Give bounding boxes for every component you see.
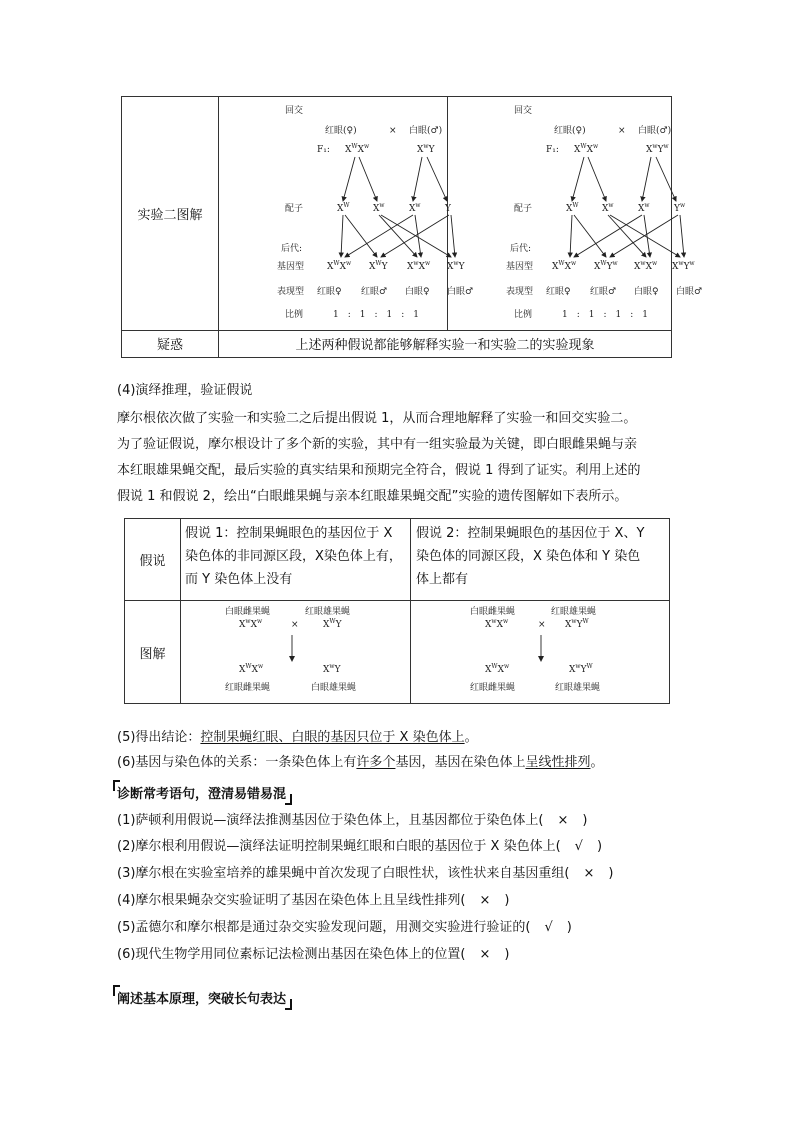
arrow-down-icon <box>285 635 299 663</box>
parent-male: 白眼(♂) <box>409 126 443 136</box>
gamete: Y <box>445 204 451 214</box>
gamete: $Y^w$ <box>674 202 686 214</box>
judgement-item: (4)摩尔根果蝇杂交实验证明了基因在染色体上且呈线性排列( × ) <box>117 888 509 914</box>
offspring-female: 红眼雌果蝇 <box>470 683 516 693</box>
cross-symbol: × <box>538 620 546 630</box>
ratio: 1 : 1 : 1 : 1 <box>333 310 420 320</box>
p-male: 红眼雄果蝇 <box>305 607 351 617</box>
offspring-male-genotype: $X^wY^W$ <box>569 663 593 675</box>
judgement-mark: √ <box>544 920 553 935</box>
row-label-doubt: 疑惑 <box>156 338 183 353</box>
genotype: $X^WX^w$ <box>552 260 577 272</box>
section4-heading: (4)演绎推理，验证假说 <box>117 383 253 398</box>
p-male: 红眼雄果蝇 <box>551 607 597 617</box>
cross-symbol: × <box>389 126 397 136</box>
genotype-label: 基因型 <box>506 262 534 272</box>
gamete: $X^w$ <box>373 202 385 214</box>
gamete: $X^W$ <box>337 202 350 214</box>
judgement-mark: × <box>557 813 569 828</box>
diagnose-title: 诊断常考语句，澄清易错易混 <box>117 783 286 802</box>
p-female: 白眼雌果蝇 <box>470 607 516 617</box>
explain-title: 阐述基本原理，突破长句表达 <box>117 988 286 1007</box>
judgement-item: (3)摩尔根在实验室培养的雄果蝇中首次发现了白眼性状，该性状来自基因重组( × ) <box>117 861 613 887</box>
experiment-two-table <box>121 96 703 358</box>
gamete: $X^W$ <box>566 202 579 214</box>
gamete-label: 配子 <box>514 204 533 214</box>
judgement-mark: × <box>479 947 491 962</box>
ratio: 1 : 1 : 1 : 1 <box>562 310 649 320</box>
row-label-hypothesis: 假说 <box>139 554 166 569</box>
cross-symbol: × <box>291 620 299 630</box>
row-label-diagram: 实验二图解 <box>137 208 203 223</box>
judgement-mark: × <box>583 866 595 881</box>
phenotype-label: 表现型 <box>506 287 534 297</box>
phenotype: 红眼♀ <box>546 287 571 297</box>
hypothesis-1-text: 假说 1：控制果蝇眼色的基因位于 X 染色体的非同源区段，X染色体上有， 而 Y 染色体上没有 <box>185 526 402 587</box>
phenotype: 白眼♀ <box>405 287 430 297</box>
f1-female-genotype: $X^WX^w$ <box>574 143 599 155</box>
offspring-label: 后代: <box>281 244 303 254</box>
judgement-item: (5)孟德尔和摩尔根都是通过杂交实验发现问题，用测交实验进行验证的( √ ) <box>117 915 572 941</box>
offspring-female-genotype: $X^WX^w$ <box>485 663 510 675</box>
backcross-title: 回交 <box>285 106 304 116</box>
hypothesis-2-text: 假说 2：控制果蝇眼色的基因位于 X、Y 染色体的同源区段，X 染色体和 Y 染色 体上都有 <box>416 526 645 587</box>
arrow-down-icon <box>534 635 548 663</box>
offspring-label: 后代: <box>510 244 532 254</box>
phenotype: 红眼♂ <box>590 287 617 297</box>
section6-relationship: (6)基因与染色体的关系：一条染色体上有许多个基因，基因在染色体上呈线性排列。 <box>117 755 604 770</box>
section5-conclusion: (5)得出结论：控制果蝇红眼、白眼的基因只位于 X 染色体上。 <box>117 730 478 745</box>
f1-male-genotype: $X^wY$ <box>417 143 435 155</box>
section4-line: 本红眼雄果蝇交配，最后实验的真实结果和预期完全符合，假说 1 得到了证实。利用上述的 <box>117 463 641 478</box>
conclusion-underlined: 控制果蝇红眼、白眼的基因只位于 X 染色体上 <box>200 730 465 745</box>
parent-male: 白眼(♂) <box>638 126 672 136</box>
doubt-text: 上述两种假说都能够解释实验一和实验二的实验现象 <box>295 338 595 353</box>
f1-label: F₁: <box>317 145 330 155</box>
phenotype: 白眼♂ <box>447 287 474 297</box>
backcross-title: 回交 <box>514 106 533 116</box>
phenotype-label: 表现型 <box>277 287 305 297</box>
section4-line: 为了验证假说，摩尔根设计了多个新的实验，其中有一组实验最为关键，即白眼雌果蝇与亲 <box>117 437 638 452</box>
ratio-label: 比例 <box>514 310 533 320</box>
gamete: $X^w$ <box>638 202 650 214</box>
f1-male-genotype: $X^wY^w$ <box>646 143 669 155</box>
judgement-item: (1)萨顿利用假说—演绎法推测基因位于染色体上，且基因都位于染色体上( × ) <box>117 808 587 834</box>
phenotype: 红眼♀ <box>317 287 342 297</box>
offspring-male: 红眼雄果蝇 <box>555 683 601 693</box>
gamete-label: 配子 <box>285 204 304 214</box>
row-label-diagram: 图解 <box>139 646 166 662</box>
genotype: $X^wY^w$ <box>672 260 695 272</box>
genotype: $X^wX^w$ <box>407 260 431 272</box>
backcross-diagram-hypothesis-2 <box>448 97 772 330</box>
offspring-male: 白眼雄果蝇 <box>311 683 357 693</box>
genotype: $X^wY$ <box>447 260 465 272</box>
parent-female: 红眼(♀) <box>554 126 586 136</box>
f1-female-genotype: $X^WX^w$ <box>345 143 370 155</box>
phenotype: 红眼♂ <box>361 287 388 297</box>
section4-line: 摩尔根依次做了实验一和实验二之后提出假说 1，从而合理地解释了实验一和回交实验二。 <box>117 411 637 426</box>
cross-symbol: × <box>618 126 626 136</box>
phenotype: 白眼♀ <box>634 287 659 297</box>
judgement-item: (6)现代生物学用同位素标记法检测出基因在染色体上的位置( × ) <box>117 942 509 968</box>
ratio-label: 比例 <box>285 310 304 320</box>
gamete: $X^w$ <box>409 202 421 214</box>
genotype: $X^WY^w$ <box>594 260 618 272</box>
f1-label: F₁: <box>546 145 559 155</box>
offspring-female: 红眼雌果蝇 <box>225 683 271 693</box>
p-female-genotype: $X^wX^w$ <box>239 618 263 630</box>
p-female: 白眼雌果蝇 <box>225 607 271 617</box>
hypothesis-table <box>124 518 670 704</box>
offspring-female-genotype: $X^WX^w$ <box>239 663 264 675</box>
genotype: $X^wX^w$ <box>634 260 658 272</box>
offspring-male-genotype: $X^wY$ <box>323 663 341 675</box>
p-female-genotype: $X^wX^w$ <box>485 618 509 630</box>
p-male-genotype: $X^wY^W$ <box>565 618 589 630</box>
p-male-genotype: $X^WY$ <box>323 618 342 630</box>
genotype-label: 基因型 <box>277 262 305 272</box>
section4-line: 假说 1 和假说 2，绘出“白眼雌果蝇与亲本红眼雄果蝇交配”实验的遗传图解如下表所示。 <box>117 489 628 504</box>
judgement-item: (2)摩尔根利用假说—演绎法证明控制果蝇红眼和白眼的基因位于 X 染色体上( √ ) <box>117 834 602 860</box>
judgement-mark: × <box>479 893 491 908</box>
phenotype: 白眼♂ <box>676 287 703 297</box>
parent-female: 红眼(♀) <box>325 126 357 136</box>
gamete: $X^w$ <box>602 202 614 214</box>
genotype: $X^WY$ <box>369 260 388 272</box>
judgement-mark: √ <box>574 839 583 854</box>
genotype: $X^WX^w$ <box>327 260 352 272</box>
